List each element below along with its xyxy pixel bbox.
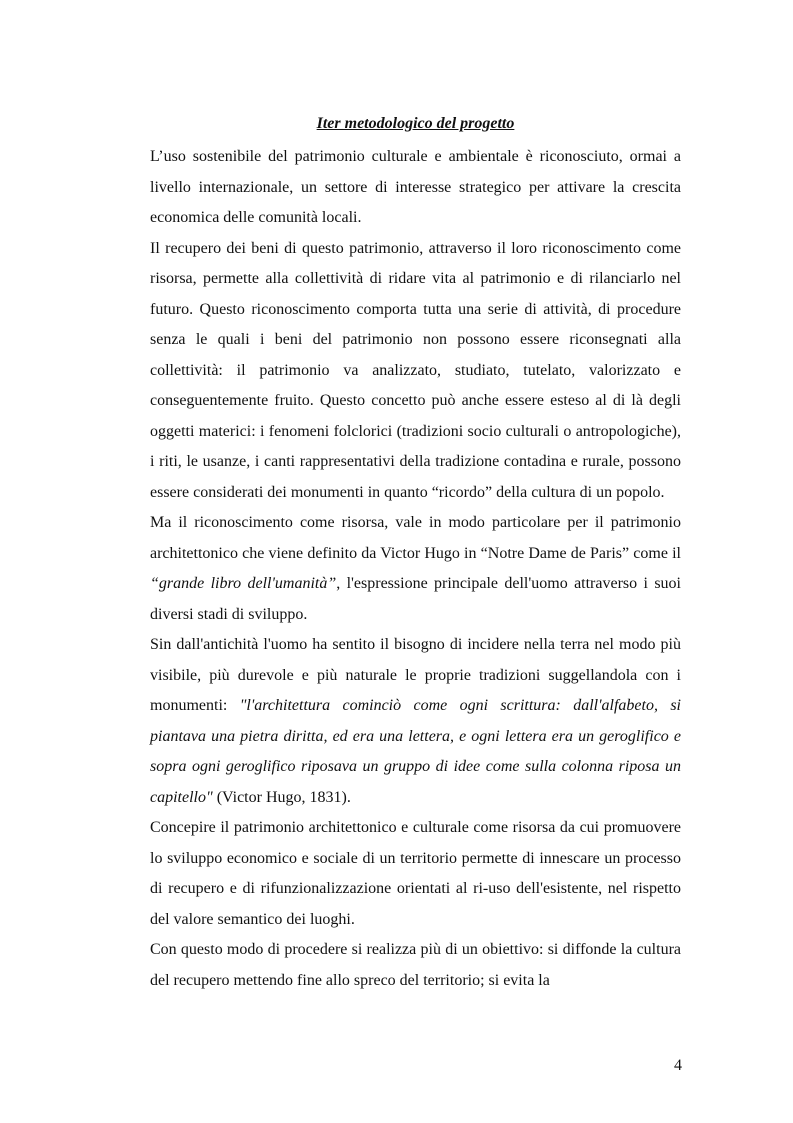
paragraph-4-text-after: (Victor Hugo, 1831). <box>212 788 351 806</box>
paragraph-3-quote: “grande libro dell'umanità” <box>150 575 337 592</box>
paragraph-6: Con questo modo di procedere si realizza più di un obiettivo: si diffonde la cultura del recupero mettendo fine allo spreco del territorio; si evita la <box>150 941 681 989</box>
paragraph-4-quote: "l'architettura cominciò come ogni scrittura: dall'alfabeto, si piantava una pietra diritta, ed era una lettera, e ogni lettera era un geroglifico e sopra ogni geroglifico riposava un gruppo di idee come sulla colonna riposa un capitello" <box>150 697 681 806</box>
document-page <box>150 112 681 996</box>
paragraph-3-text-after: , l'espressione principale dell'uomo attraverso i suoi diversi stadi di sviluppo. <box>150 575 681 623</box>
paragraph-3 <box>150 508 681 630</box>
paragraph-5: Concepire il patrimonio architettonico e culturale come risorsa da cui promuovere lo sviluppo economico e sociale di un territorio permette di innescare un processo di recupero e di rifunzionalizzazione orientati al ri-uso dell'esistente, nel rispetto del valore semantico dei luoghi. <box>150 819 681 928</box>
paragraph-3-text-before: Ma il riconoscimento come risorsa, vale in modo particolare per il patrimonio architettonico che viene definito da Victor Hugo in “Notre Dame de Paris” come il <box>150 514 681 562</box>
paragraph-4-text-before: Sin dall'antichità l'uomo ha sentito il bisogno di incidere nella terra nel modo più visibile, più durevole e più naturale le proprie tradizioni suggellandola con i monumenti: <box>150 636 681 714</box>
page-number: 4 <box>674 1057 682 1074</box>
paragraph-4 <box>150 630 681 813</box>
paragraph-2: Il recupero dei beni di questo patrimonio, attraverso il loro riconoscimento come risorsa, permette alla collettività di ridare vita al patrimonio e di rilanciarlo nel futuro. Questo riconoscimento comporta tutta una serie di attività, di procedure senza le quali i beni del patrimonio non possono essere riconsegnati alla collettività: il patrimonio va analizzato, studiato, tutelato, valorizzato e conseguentemente fruito. Questo concetto può anche essere esteso al di là degli oggetti materici: i fenomeni folclorici (tradizioni socio culturali o antropologiche), i riti, le usanze, i canti rappresentativi della tradizione contadina e rurale, possono essere considerati dei monumenti in quanto “ricordo” della cultura di un popolo. <box>150 239 681 501</box>
section-title: Iter metodologico del progetto <box>316 115 515 132</box>
paragraph-1: L’uso sostenibile del patrimonio culturale e ambientale è riconosciuto, ormai a livello internazionale, un settore di interesse strategico per attivare la crescita economica delle comunità locali. <box>150 148 681 226</box>
